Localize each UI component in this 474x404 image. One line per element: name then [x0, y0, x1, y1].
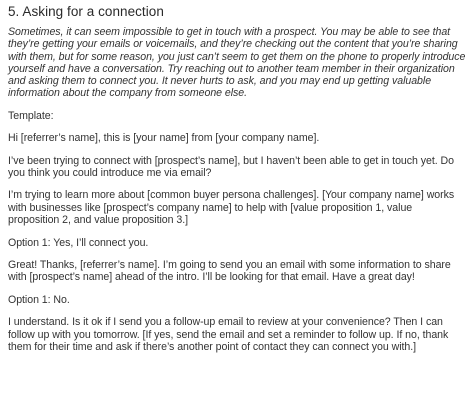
- option-1-label: Option 1: Yes, I’ll connect you.: [8, 236, 149, 249]
- section-heading: 5. Asking for a connection: [8, 4, 164, 19]
- template-greeting: Hi [referrer’s name], this is [your name] from [your company name].: [8, 132, 320, 145]
- option-2-reply: I understand. Is it ok if I send you a follow-up email to review at your convenience? Then I can follow up with you tomorrow. [If yes, send the email and set a reminder to follow up. If no, thank them for their time and ask if there’s another point of contact they can connect you with.]: [8, 316, 449, 354]
- template-value: I’m trying to learn more about [common buyer persona challenges]. [Your company name] works with businesses like [prospect’s company name] to help with [value proposition 1, value proposition 2, and value proposition 3.]: [8, 189, 455, 227]
- option-2-label: Option 1: No.: [8, 293, 70, 306]
- section-intro: Sometimes, it can seem impossible to get in touch with a prospect. You may be able to see that they’re getting your emails or voicemails, and they’re checking out the content that you’re sharing with them, but for some reason, you just can’t seem to get them on the phone to properly introduce yourself and have a conversation. Try reaching out to another team member in their organization and asking them to connect you. It never hurts to ask, and you may end up getting valuable information about the company from someone else.: [8, 26, 466, 100]
- option-1-reply: Great! Thanks, [referrer’s name]. I’m going to send you an email with some information to share with [prospect’s name] ahead of the intro. I’ll be looking for that email. Have a great day!: [8, 259, 451, 284]
- template-context: I’ve been trying to connect with [prospect’s name], but I haven’t been able to get in touch yet. Do you think you could introduce me via email?: [8, 154, 454, 179]
- template-label: Template:: [8, 109, 54, 122]
